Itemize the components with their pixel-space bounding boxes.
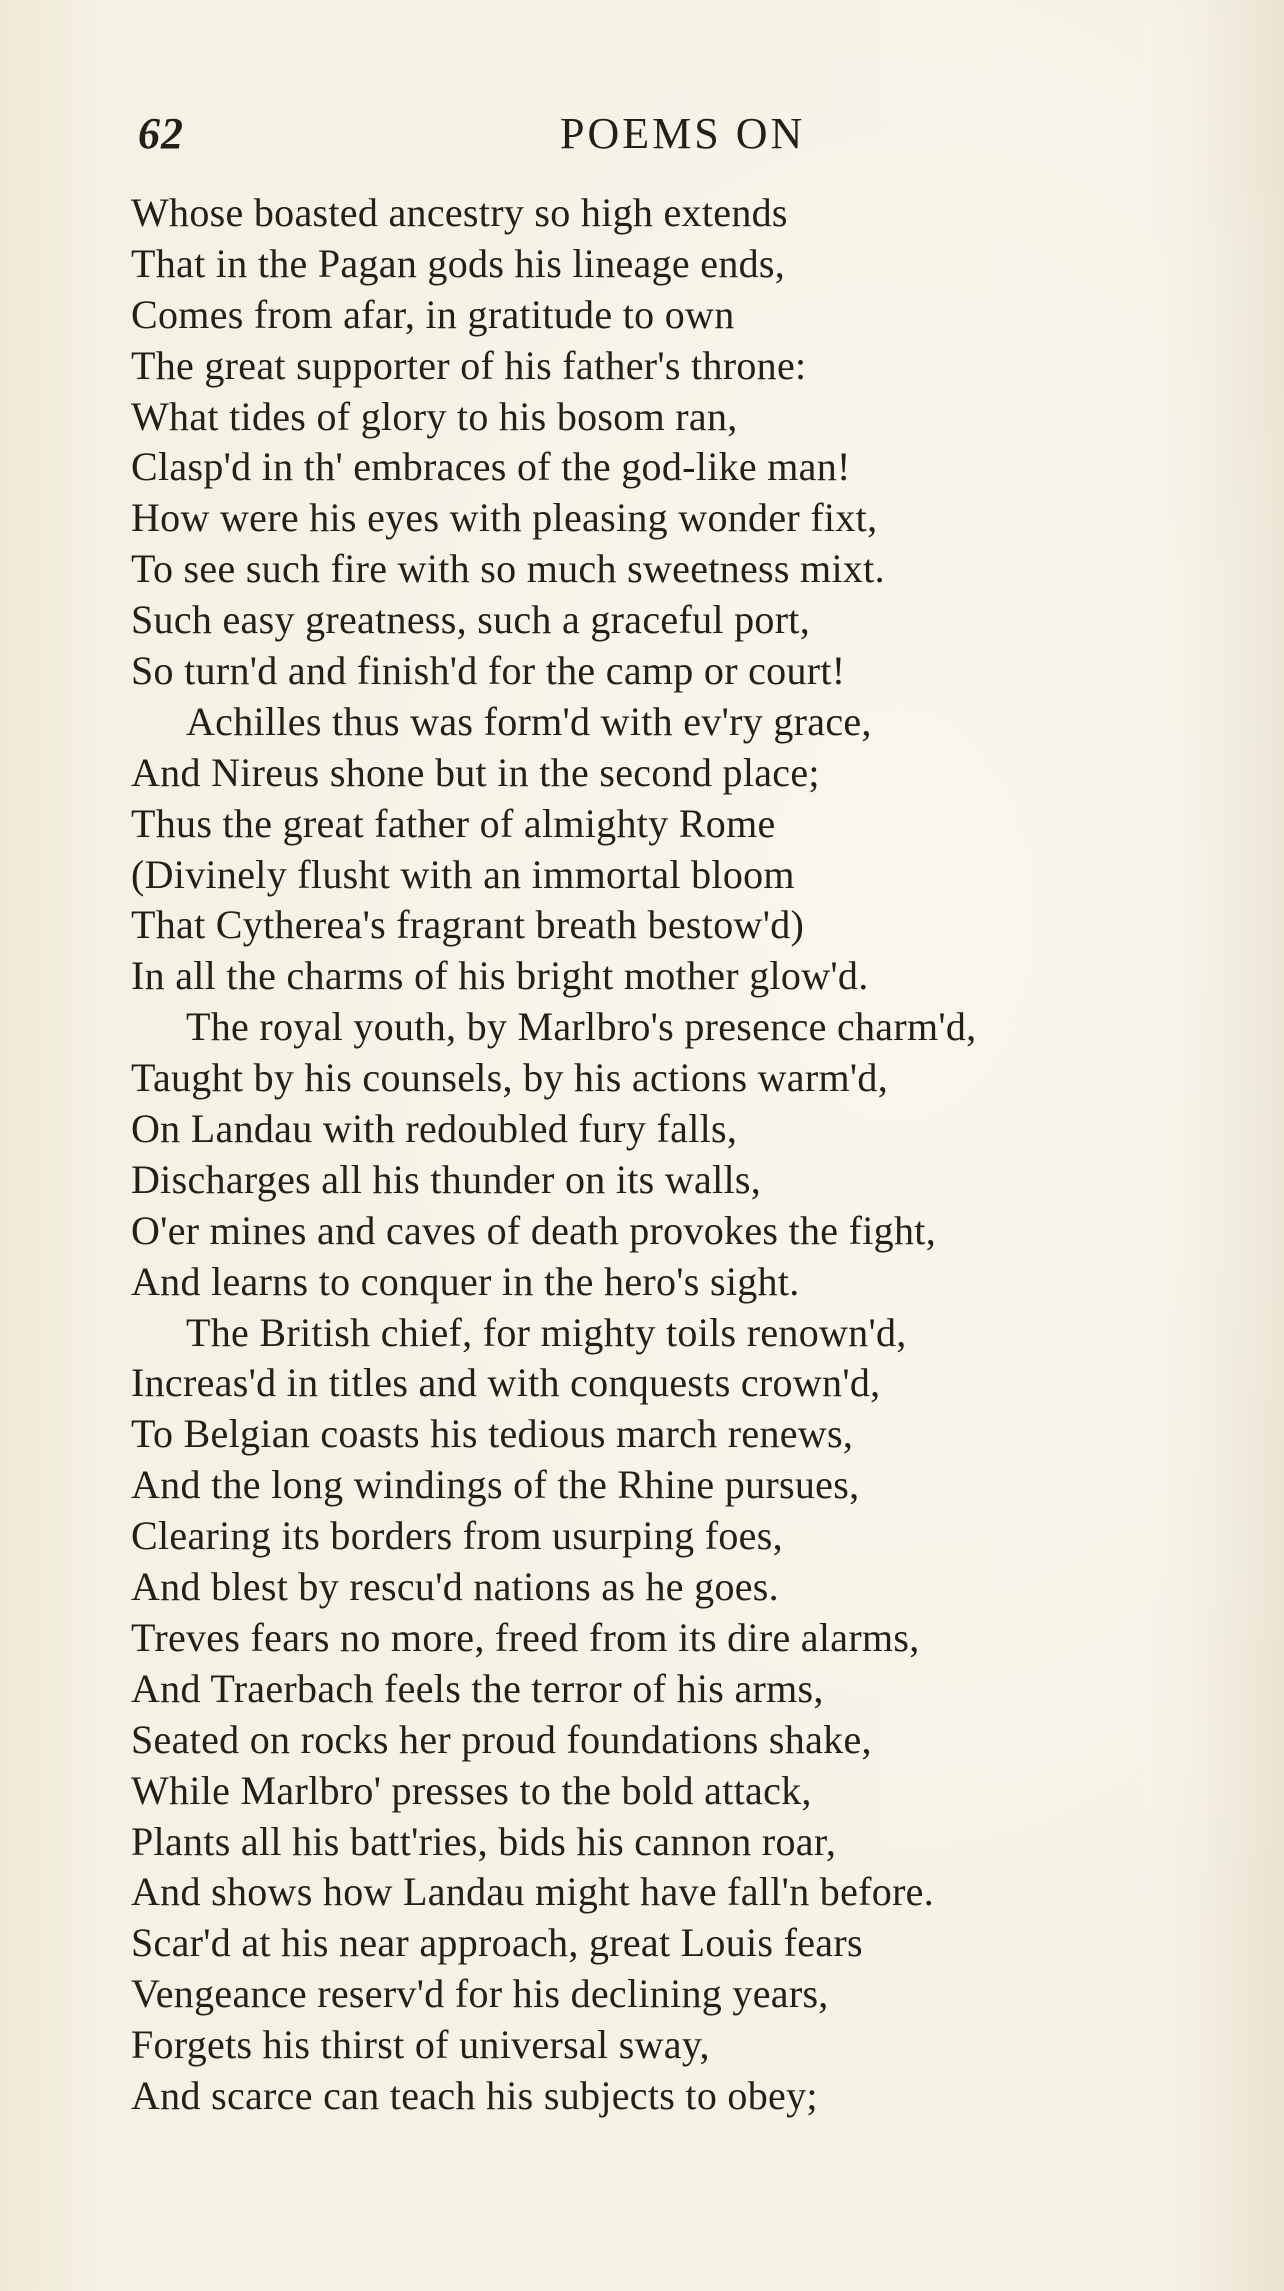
- poem-line: On Landau with redoubled fury falls,: [131, 1106, 738, 1152]
- poem-line: That Cytherea's fragrant breath bestow'd): [131, 902, 805, 948]
- poem-line: Achilles thus was form'd with ev'ry grace,: [186, 698, 872, 744]
- poem-line: The great supporter of his father's throne:: [131, 342, 807, 388]
- poem-line: Plants all his batt'ries, bids his cannon roar,: [131, 1818, 837, 1864]
- poem-line: And Traerbach feels the terror of his arms,: [131, 1665, 824, 1711]
- poem-line: Discharges all his thunder on its walls,: [131, 1156, 762, 1202]
- poem-line: (Divinely flusht with an immortal bloom: [131, 851, 795, 897]
- poem-line: In all the charms of his bright mother glow'd.: [131, 953, 869, 999]
- poem-line: So turn'd and finish'd for the camp or court!: [131, 648, 846, 694]
- poem-line: Vengeance reserv'd for his declining years,: [131, 1971, 829, 2017]
- poem-line: The British chief, for mighty toils renown'd,: [186, 1309, 907, 1355]
- poem-line: Clasp'd in th' embraces of the god-like man!: [131, 444, 851, 490]
- poem-line: Thus the great father of almighty Rome: [131, 800, 776, 846]
- poem-line: Taught by his counsels, by his actions warm'd,: [131, 1055, 889, 1101]
- poem-line: Scar'd at his near approach, great Louis fears: [131, 1920, 863, 1966]
- poem-line: Comes from afar, in gratitude to own: [131, 291, 735, 337]
- poem-line: And scarce can teach his subjects to obey;: [131, 2072, 818, 2118]
- poem-line: And Nireus shone but in the second place;: [131, 749, 820, 795]
- poem-line: And shows how Landau might have fall'n before.: [131, 1869, 935, 1915]
- page-title: POEMS ON: [560, 109, 806, 158]
- poem-line: O'er mines and caves of death provokes the fight,: [131, 1207, 936, 1253]
- poem-line: While Marlbro' presses to the bold attack,: [131, 1767, 812, 1813]
- poem-line: The royal youth, by Marlbro's presence charm'd,: [186, 1004, 977, 1050]
- poem-line: That in the Pagan gods his lineage ends,: [131, 240, 786, 286]
- poem-line: To Belgian coasts his tedious march renews,: [131, 1411, 854, 1457]
- poem-line: Clearing its borders from usurping foes,: [131, 1513, 783, 1559]
- poem-line: And the long windings of the Rhine pursues,: [131, 1462, 860, 1508]
- poem-line: And blest by rescu'd nations as he goes.: [131, 1564, 779, 1610]
- poem-line: And learns to conquer in the hero's sight.: [131, 1258, 800, 1304]
- poem-line: Forgets his thirst of universal sway,: [131, 2022, 710, 2068]
- poem-line: Increas'd in titles and with conquests crown'd,: [131, 1360, 881, 1406]
- poem-line: Treves fears no more, freed from its dire alarms,: [131, 1614, 920, 1660]
- poem-line: To see such fire with so much sweetness mixt.: [131, 546, 885, 592]
- poem-text: [131, 188, 1211, 2122]
- poem-line: Such easy greatness, such a graceful port,: [131, 597, 811, 643]
- running-head: [0, 108, 1284, 168]
- poem-line: Seated on rocks her proud foundations shake,: [131, 1716, 872, 1762]
- poem-line: What tides of glory to his bosom ran,: [131, 393, 738, 439]
- poem-line: How were his eyes with pleasing wonder fixt,: [131, 495, 878, 541]
- poem-line: Whose boasted ancestry so high extends: [131, 190, 788, 235]
- page-number: 62: [138, 109, 184, 158]
